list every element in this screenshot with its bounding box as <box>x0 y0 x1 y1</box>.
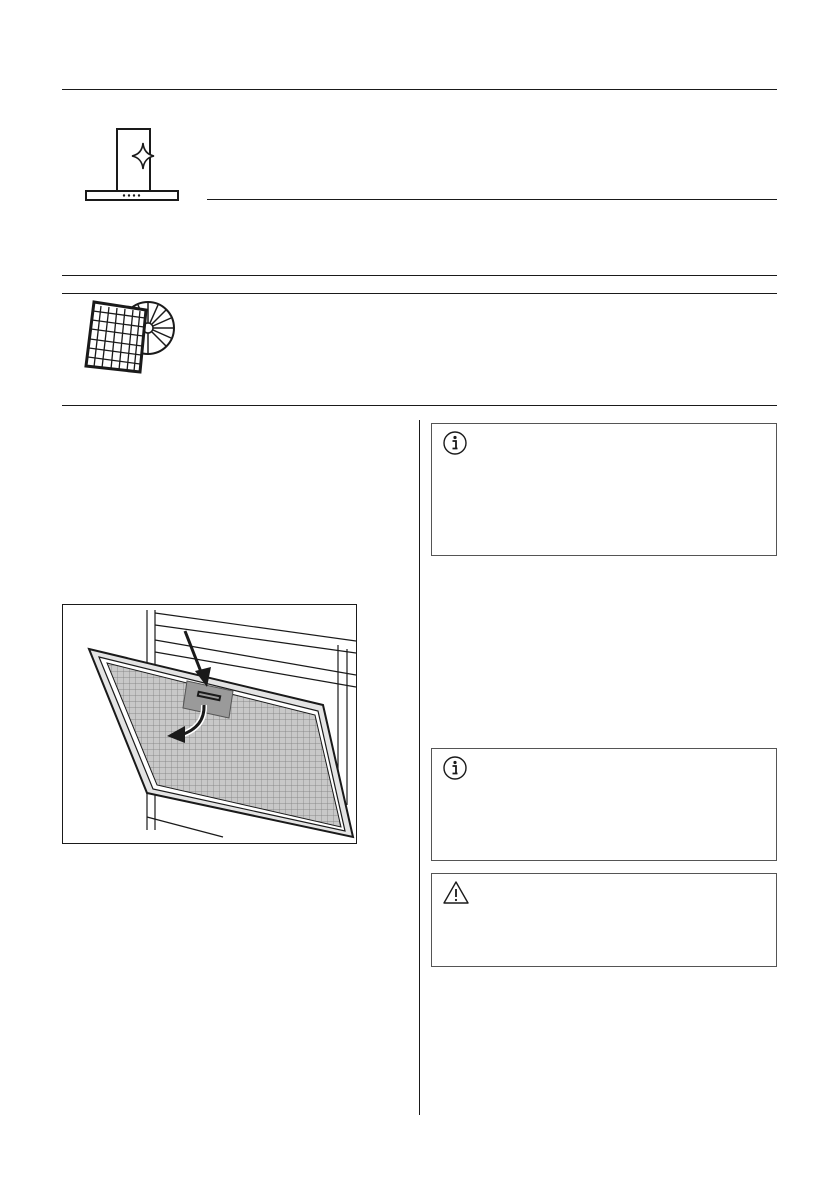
grease-filter-removal-illustration <box>62 604 357 844</box>
hood-clean-sparkle-icon <box>82 125 182 205</box>
column-divider <box>419 420 420 1115</box>
grease-and-carbon-filter-icon <box>80 296 180 378</box>
section-rule-inner <box>207 199 777 200</box>
warning-icon <box>442 880 470 911</box>
section-rule-2a <box>62 275 777 276</box>
warning-note-box <box>431 873 777 967</box>
info-icon <box>442 755 468 786</box>
info-note-box-1 <box>431 423 777 556</box>
section-rule-2b <box>62 293 777 294</box>
info-note-box-2 <box>431 748 777 861</box>
info-icon <box>442 430 468 461</box>
section-rule-3 <box>62 405 777 406</box>
section-rule-top <box>62 89 777 90</box>
